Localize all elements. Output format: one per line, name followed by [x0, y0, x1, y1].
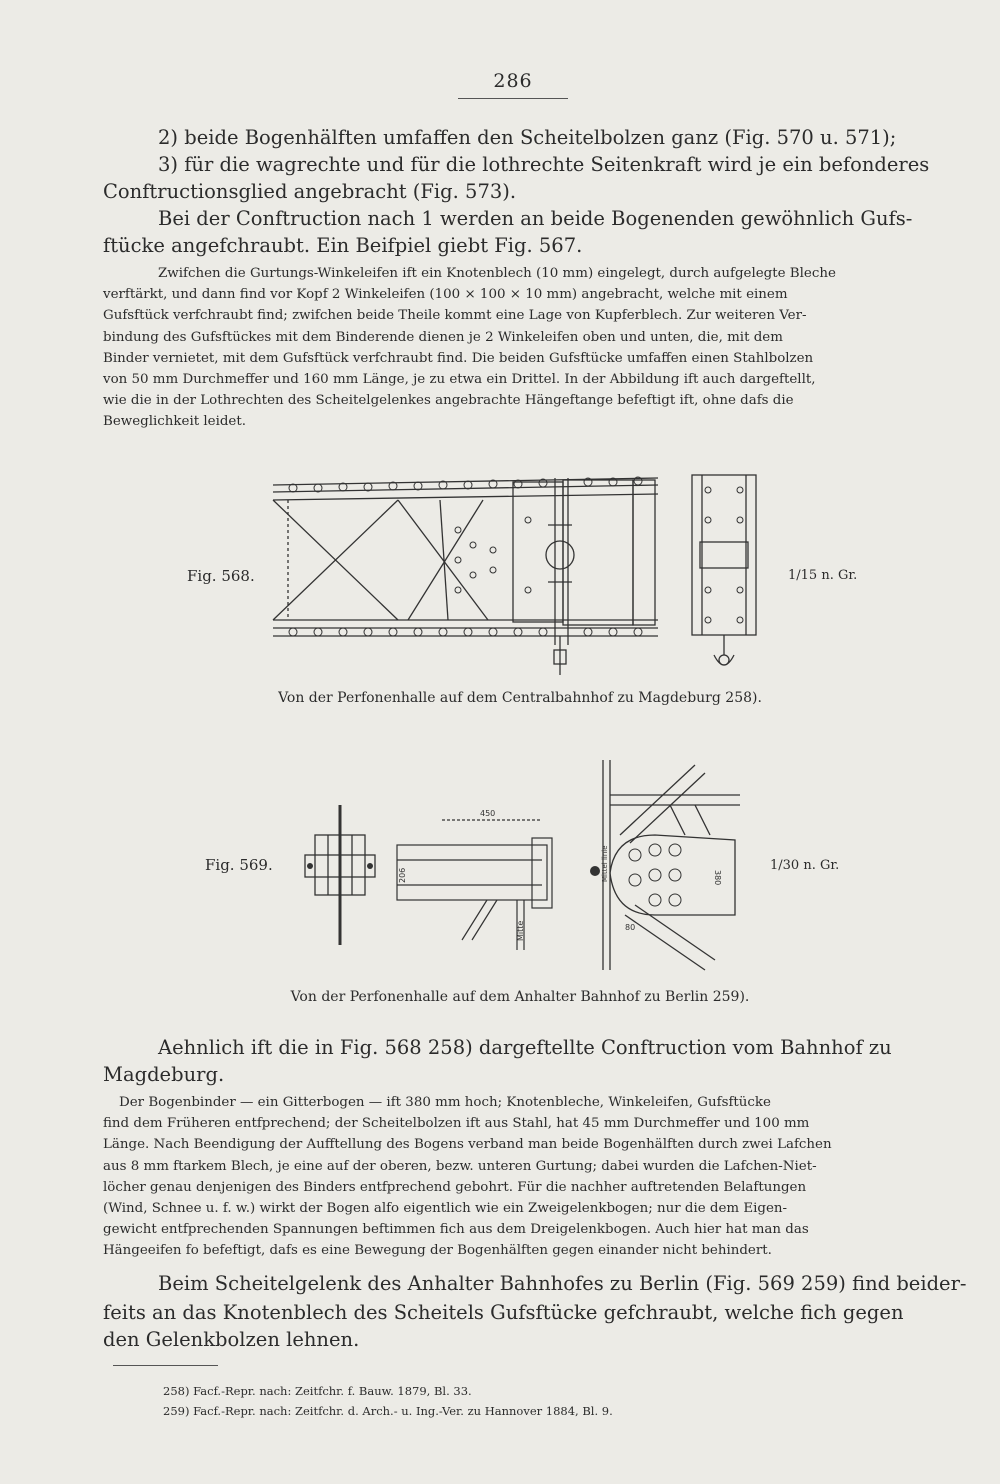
- page-number: 286: [493, 70, 533, 92]
- paragraph-1-line-2: ftücke angefchraubt. Ein Beifpiel giebt Fig. 567.: [103, 234, 583, 257]
- text-line: bindung des Gufsftückes mit dem Binderende dienen je 2 Winkeleifen oben und unten, die, mit dem: [103, 329, 783, 345]
- text-line: Zwifchen die Gurtungs-Winkeleifen ift ein Knotenblech (10 mm) eingelegt, durch aufgelegte Bleche: [158, 266, 836, 281]
- paragraph-3-line-1: Beim Scheitelgelenk des Anhalter Bahnhofes zu Berlin (Fig. 569 259) find beider-: [158, 1272, 967, 1295]
- dimension-450: 450: [480, 809, 496, 818]
- paragraph-3-line-2: feits an das Knotenblech des Scheitels Gufsftücke gefchraubt, welche fich gegen: [103, 1301, 904, 1324]
- text-line: find dem Früheren entfprechend; der Scheitelbolzen ift aus Stahl, hat 45 mm Durchmeffer und 100 mm: [103, 1116, 810, 1132]
- text-line: Gufsftück verfchraubt find; zwifchen beide Theile kommt eine Lage von Kupferblech. Zur weiteren Ver-: [103, 308, 807, 324]
- label-mittellinie: Mittel linie: [601, 845, 609, 882]
- fig-568-label: Fig. 568.: [187, 567, 255, 585]
- text-line: (Wind, Schnee u. f. w.) wirkt der Bogen alfo eigentlich wie ein Zweigelenkbogen; nur die dem Eigen-: [103, 1201, 788, 1217]
- text-line: gewicht entfprechenden Spannungen beftimmen fich aus dem Dreigelenkbogen. Auch hier hat man das: [103, 1222, 809, 1238]
- small-paragraph-2: [103, 1092, 931, 1262]
- text-line: wie die in der Lothrechten des Scheitelgelenkes angebrachte Hängeftange befeftigt ift, ohne dafs die: [103, 393, 794, 409]
- paragraph-1-line-1: Bei der Conftruction nach 1 werden an beide Bogenenden gewöhnlich Gufs-: [158, 207, 913, 230]
- dimension-206: 206: [398, 867, 407, 883]
- fig-568-section-drawing: [684, 470, 764, 680]
- text-line: von 50 mm Durchmeffer und 160 mm Länge, je zu etwa ein Drittel. In der Abbildung ift auch dargeftellt,: [103, 372, 816, 388]
- fig-569-caption: Von der Perfonenhalle auf dem Anhalter Bahnhof zu Berlin 259).: [290, 989, 750, 1005]
- fig-569-plan-drawing: [392, 800, 562, 950]
- paragraph-2-line-2: Magdeburg.: [103, 1063, 225, 1086]
- dimension-380: 380: [713, 870, 722, 886]
- fig-568-caption: Von der Perfonenhalle auf dem Centralbahnhof zu Magdeburg 258).: [278, 690, 762, 706]
- list-item-2: 2) beide Bogenhälften umfaffen den Scheitelbolzen ganz (Fig. 570 u. 571);: [158, 126, 897, 149]
- text-line: löcher genau denjenigen des Binders entfprechend gebohrt. Für die nachher auftretenden Belaftungen: [103, 1179, 807, 1195]
- label-mitte: Mitte: [516, 920, 525, 941]
- fig-569-joint-drawing: [575, 755, 750, 975]
- list-item-3-cont: Conftructionsglied angebracht (Fig. 573).: [103, 180, 517, 203]
- list-item-3: 3) für die wagrechte und für die lothrechte Seitenkraft wird je ein befonderes: [158, 153, 930, 176]
- footnote-259: 259) Facf.-Repr. nach: Zeitfchr. d. Arch.- u. Ing.-Ver. zu Hannover 1884, Bl. 9.: [163, 1404, 613, 1418]
- page-number-rule: [458, 98, 568, 99]
- text-line: Beweglichkeit leidet.: [103, 414, 246, 430]
- text-line: Binder vernietet, mit dem Gufsftück verfchraubt find. Die beiden Gufsftücke umfaffen einen Stahlbolzen: [103, 350, 814, 366]
- small-paragraph-1: [103, 263, 931, 433]
- fig-568-elevation-drawing: [268, 470, 668, 680]
- paragraph-2-line-1: Aehnlich ift die in Fig. 568 258) dargeftellte Conftruction vom Bahnhof zu: [158, 1036, 892, 1059]
- paragraph-3-line-3: den Gelenkbolzen lehnen.: [103, 1328, 360, 1351]
- text-line: Der Bogenbinder — ein Gitterbogen — ift 380 mm hoch; Knotenbleche, Winkeleifen, Gufsftücke: [119, 1095, 771, 1110]
- dimension-80: 80: [625, 923, 636, 932]
- text-line: Hängeeifen fo befeftigt, dafs es eine Bewegung der Bogenhälften gegen einander nicht behindert.: [103, 1243, 772, 1259]
- fig-568-scale: 1/15 n. Gr.: [788, 568, 858, 583]
- fig-569-scale: 1/30 n. Gr.: [770, 858, 840, 873]
- text-line: aus 8 mm ftarkem Blech, je eine auf der oberen, bezw. unteren Gurtung; dabei wurden die Lafchen-Niet-: [103, 1158, 817, 1174]
- fig-569-label: Fig. 569.: [205, 856, 273, 874]
- text-line: verftärkt, und dann find vor Kopf 2 Winkeleifen (100 × 100 × 10 mm) angebracht, welche mit einem: [103, 287, 788, 303]
- footnote-258: 258) Facf.-Repr. nach: Zeitfchr. f. Bauw. 1879, Bl. 33.: [163, 1384, 472, 1398]
- fig-569-cross-section-drawing: [300, 800, 380, 950]
- footnote-rule: [113, 1365, 218, 1366]
- text-line: Länge. Nach Beendigung der Aufftellung des Bogens verband man beide Bogenhälften durch zwei Lafchen: [103, 1137, 832, 1153]
